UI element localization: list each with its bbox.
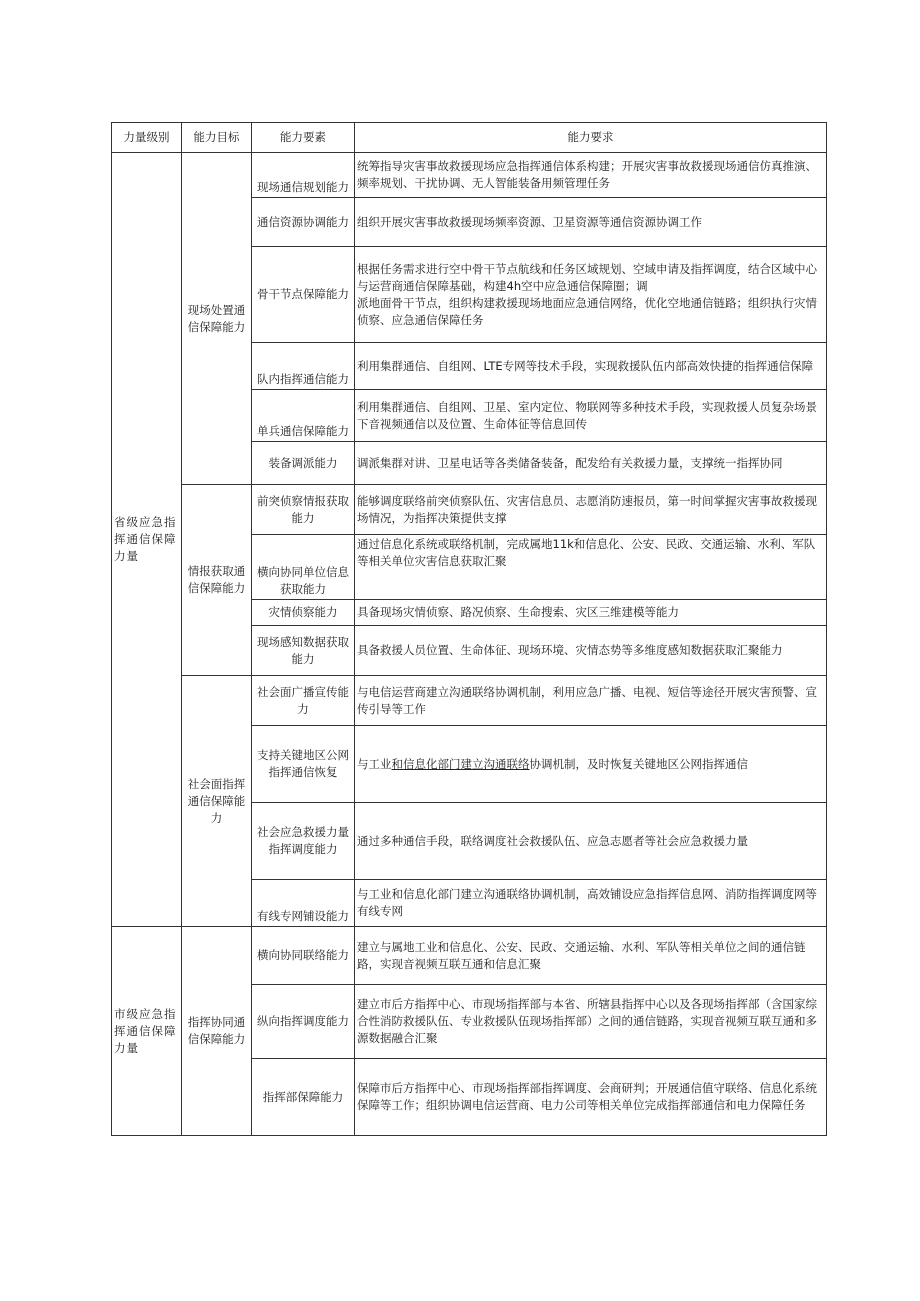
group-city: 市级应急指挥通信保障力量 <box>112 927 182 1136</box>
requirement-cell: 与电信运营商建立沟通联络协调机制，利用应急广播、电视、短信等途径开展灾害预警、宣传引导等工作 <box>355 676 827 726</box>
requirement-part: 协调机制，及时恢复关键地区公网指挥通信 <box>529 756 748 771</box>
element-cell: 纵向指挥调度能力 <box>252 985 355 1059</box>
requirement-cell: 组织开展灾害事故救援现场频率资源、卫星资源等通信资源协调工作 <box>355 198 827 247</box>
element-cell: 现场感知数据获取能力 <box>252 626 355 676</box>
header-level: 力量级别 <box>112 123 182 153</box>
requirement-cell: 建立与属地工业和信息化、公安、民政、交通运输、水利、军队等相关单位之间的通信链路，实现音视频互联互通和信息汇聚 <box>355 927 827 985</box>
element-cell: 有线专网铺设能力 <box>252 880 355 927</box>
group-province: 省级应急指挥通信保障力量 <box>112 153 182 927</box>
element-cell: 社会面广播宣传能力 <box>252 676 355 726</box>
element-cell: 灾情侦察能力 <box>252 600 355 626</box>
table-row <box>112 153 827 198</box>
element-cell: 现场通信规划能力 <box>252 153 355 198</box>
requirement-cell: 利用集群通信、自组网、卫星、室内定位、物联网等多种技术手段，实现救援人员复杂场景下音视频通信以及位置、生命体征等信息回传 <box>355 390 827 442</box>
table-row <box>112 927 827 985</box>
table-row <box>112 676 827 726</box>
element-cell: 支持关键地区公网指挥通信恢复 <box>252 726 355 803</box>
requirement-line: 派地面骨干节点，组织构建救援现场地面应急通信网络，优化空地通信链路；组织执行灾情侦察、应急通信保障任务 <box>357 295 817 327</box>
element-cell: 指挥部保障能力 <box>252 1059 355 1136</box>
element-cell: 横向协同联络能力 <box>252 927 355 985</box>
element-cell: 单兵通信保障能力 <box>252 390 355 442</box>
header-requirement: 能力要求 <box>355 123 827 153</box>
requirement-cell <box>355 726 827 803</box>
requirement-cell: 与工业和信息化部门建立沟通联络协调机制，高效铺设应急指挥信息网、消防指挥调度网等有线专网 <box>355 880 827 927</box>
element-cell: 通信资源协调能力 <box>252 198 355 247</box>
table-row <box>112 485 827 535</box>
requirement-cell: 能够调度联络前突侦察队伍、灾害信息员、志愿消防速报员，第一时间掌握灾害事故救援现场情况，为指挥决策提供支撑 <box>355 485 827 535</box>
requirement-cell: 通过信息化系统或联络机制，完成属地11k和信息化、公安、民政、交通运输、水利、军队等相关单位灾害信息获取汇聚 <box>355 535 827 600</box>
requirement-part: 与工业 <box>357 756 392 771</box>
element-cell: 骨干节点保障能力 <box>252 247 355 343</box>
requirement-cell: 保障市后方指挥中心、市现场指挥部指挥调度、会商研判；开展通信值守联络、信息化系统保障等工作；组织协调电信运营商、电力公司等相关单位完成指挥部通信和电力保障任务 <box>355 1059 827 1136</box>
requirement-cell: 利用集群通信、自组网、LTE专网等技术手段，实现救援队伍内部高效快捷的指挥通信保障 <box>355 343 827 390</box>
target-onsite: 现场处置通信保障能力 <box>182 153 252 485</box>
element-cell: 装备调派能力 <box>252 442 355 485</box>
element-cell: 横向协同单位信息获取能力 <box>252 535 355 600</box>
requirement-cell: 统筹指导灾害事故救援现场应急指挥通信体系构建；开展灾害事故救援现场通信仿真推演、频率规划、干扰协调、无人智能装备用频管理任务 <box>355 153 827 198</box>
requirement-cell: 具备现场灾情侦察、路况侦察、生命搜索、灾区三维建模等能力 <box>355 600 827 626</box>
header-element: 能力要素 <box>252 123 355 153</box>
target-coordination: 指挥协同通信保障能力 <box>182 927 252 1136</box>
requirement-underlined: 和信息化部门建立沟通联络 <box>391 756 530 771</box>
capability-table <box>111 122 827 1136</box>
requirement-line: 根据任务需求进行空中骨干节点航线和任务区域规划、空域申请及指挥调度，结合区域中心与运营商通信保障基础，构建4h空中应急通信保障圈；调 <box>357 261 817 293</box>
requirement-cell: 建立市后方指挥中心、市现场指挥部与本省、所辖县指挥中心以及各现场指挥部（含国家综合性消防救援队伍、专业救援队伍现场指挥部）之间的通信链路，实现音视频互联互通和多源数据融合汇聚 <box>355 985 827 1059</box>
requirement-cell: 调派集群对讲、卫星电话等各类储备装备，配发给有关救援力量，支撑统一指挥协同 <box>355 442 827 485</box>
header-target: 能力目标 <box>182 123 252 153</box>
requirement-cell: 具备救援人员位置、生命体征、现场环境、灾情态势等多维度感知数据获取汇聚能力 <box>355 626 827 676</box>
requirement-cell <box>355 247 827 343</box>
table-header-row <box>112 123 827 153</box>
target-intel: 情报获取通信保障能力 <box>182 485 252 676</box>
requirement-cell: 通过多种通信手段，联络调度社会救援队伍、应急志愿者等社会应急救援力量 <box>355 803 827 880</box>
element-cell: 社会应急救援力量指挥调度能力 <box>252 803 355 880</box>
target-social: 社会面指挥通信保障能力 <box>182 676 252 927</box>
element-cell: 队内指挥通信能力 <box>252 343 355 390</box>
element-cell: 前突侦察情报获取能力 <box>252 485 355 535</box>
